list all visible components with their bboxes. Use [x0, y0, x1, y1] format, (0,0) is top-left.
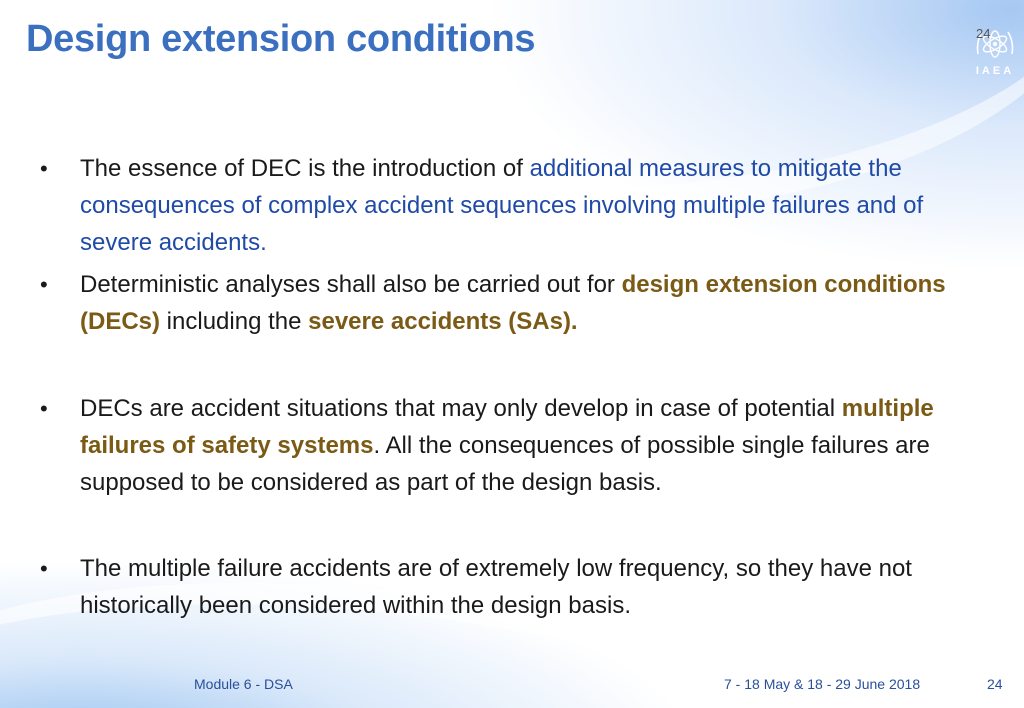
bullet-dot: •	[40, 272, 48, 297]
bullet-text-part: The multiple failure accidents are of extremely low frequency, so they have not historically been considered within the design basis.	[80, 555, 912, 619]
bullet-text-part: including the	[160, 308, 309, 335]
highlight-text: additional measures to mitigate the consequences of complex accident sequences involving multiple failures and of severe accidents.	[80, 155, 924, 256]
bullet-dot: •	[40, 396, 48, 421]
bullet-dot: •	[40, 556, 48, 581]
bullet-text-part: Deterministic analyses shall also be carried out for	[80, 271, 622, 298]
highlight-text: design extension conditions (DECs)	[80, 271, 946, 335]
bullet-text-part: The essence of DEC is the introduction of	[80, 155, 530, 182]
bullet-text	[80, 150, 985, 261]
bullet-text	[80, 550, 985, 624]
bullet-text-part: DECs are accident situations that may only develop in case of potential	[80, 395, 842, 422]
highlight-text: multiple failures of safety systems	[80, 395, 934, 459]
footer-page-number: 24	[987, 676, 1003, 692]
bullet-dot: •	[40, 156, 48, 181]
bullet-text	[80, 390, 985, 501]
bullet-text-part: . All the consequences of possible single failures are supposed to be considered as part of the design basis.	[80, 432, 930, 496]
highlight-text: severe accidents (SAs).	[308, 308, 578, 335]
slide-number-top: 24	[976, 26, 991, 41]
logo-text: IAEA	[975, 65, 1015, 77]
bullet-item	[40, 390, 990, 501]
footer-module: Module 6 - DSA	[194, 676, 293, 692]
bullet-item	[40, 550, 990, 624]
bullet-text	[80, 266, 985, 340]
slide-title: Design extension conditions	[26, 18, 536, 60]
bullet-item	[40, 266, 990, 340]
footer-dates: 7 - 18 May & 18 - 29 June 2018	[724, 676, 921, 692]
bullet-item	[40, 150, 990, 261]
